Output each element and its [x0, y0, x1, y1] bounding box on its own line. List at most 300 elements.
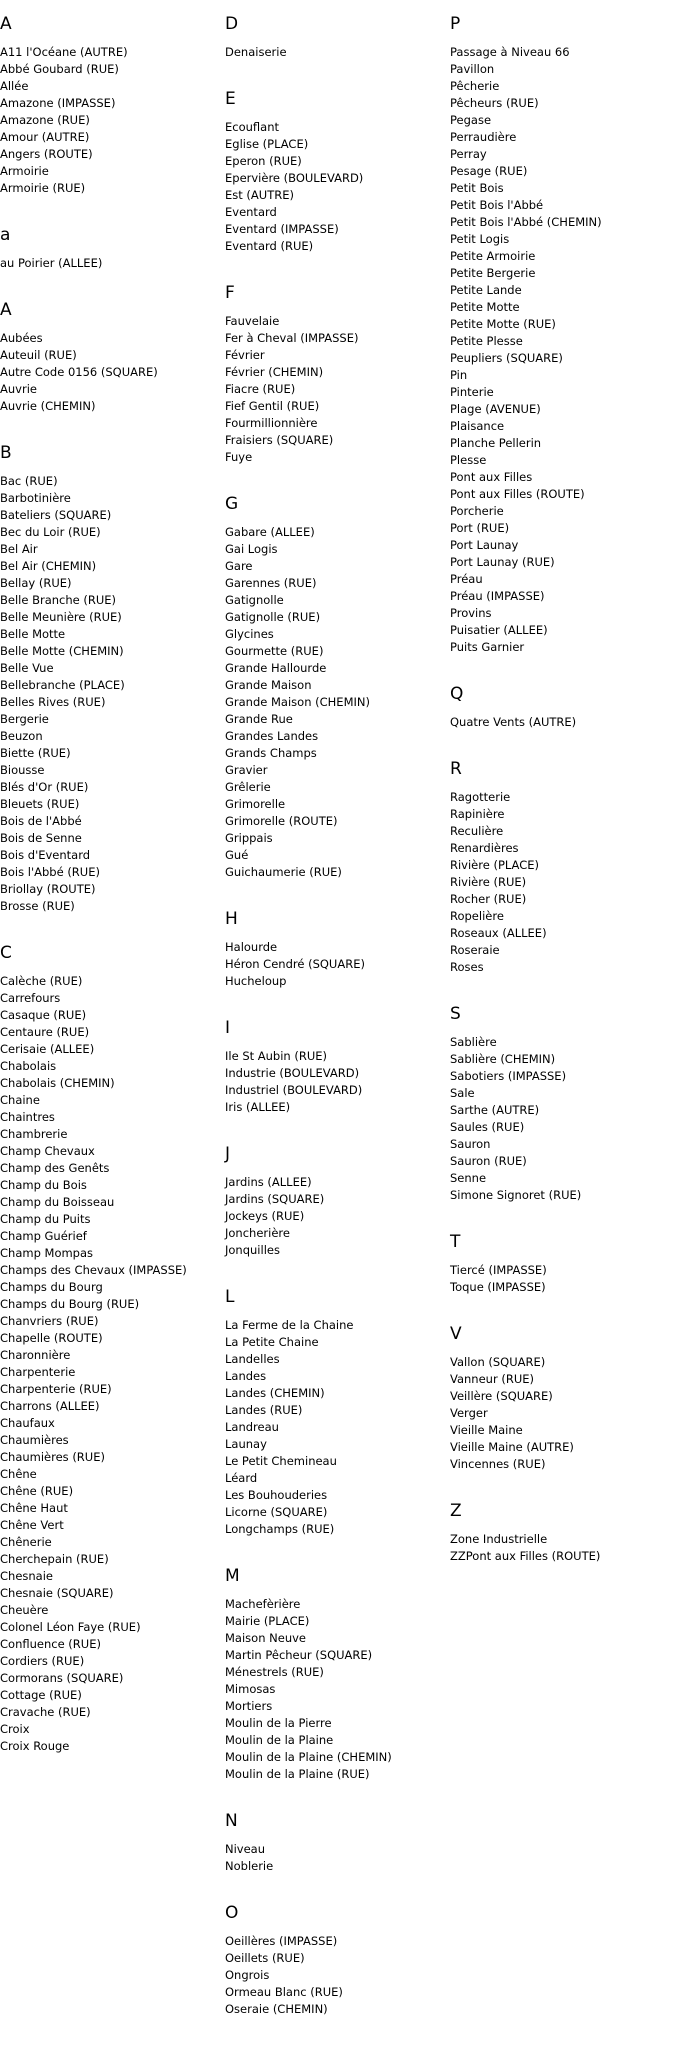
street-name: Gravier: [225, 763, 268, 777]
street-name: Amour (AUTRE): [0, 130, 90, 144]
street-name: Ropelière: [450, 909, 504, 923]
street-name: Petit Bois l'Abbé (CHEMIN): [450, 215, 602, 229]
letter-section: [225, 283, 445, 466]
street-name: Hucheloup: [225, 974, 287, 988]
section-letter-heading: D: [225, 14, 239, 34]
street-name: Jonquilles: [225, 1243, 280, 1257]
street-name: Moulin de la Pierre: [225, 1716, 332, 1730]
street-name: Grimorelle: [225, 797, 286, 811]
street-name: Champs des Chevaux (IMPASSE): [0, 1263, 187, 1277]
street-name: Sabotiers (IMPASSE): [450, 1069, 567, 1083]
street-name: Bac (RUE): [0, 474, 58, 488]
street-list: [450, 1262, 675, 1296]
street-name: Bellay (RUE): [0, 576, 72, 590]
street-name: Chaine: [0, 1093, 40, 1107]
street-name: Fourmillionnière: [225, 416, 318, 430]
street-name: Senne: [450, 1171, 487, 1185]
letter-section: [0, 943, 220, 1755]
street-name: Chesnaie (SQUARE): [0, 1586, 114, 1600]
street-list: [225, 1933, 445, 2018]
letter-section: [225, 1018, 445, 1116]
street-name: Simone Signoret (RUE): [450, 1188, 582, 1202]
street-name: Chêne: [0, 1467, 37, 1481]
street-name: Chêne Haut: [0, 1501, 68, 1515]
street-name: Landes: [225, 1369, 267, 1383]
street-name: Roseraie: [450, 943, 500, 957]
street-name: Croix: [0, 1722, 30, 1736]
street-name: Toque (IMPASSE): [450, 1280, 546, 1294]
section-letter-heading: M: [225, 1566, 240, 1586]
street-name: Champ Chevaux: [0, 1144, 95, 1158]
street-name: Cerisaie (ALLEE): [0, 1042, 95, 1056]
street-name: Aubées: [0, 331, 43, 345]
street-name: Plaisance: [450, 419, 505, 433]
street-name: Quatre Vents (AUTRE): [450, 715, 577, 729]
street-name: Port Launay: [450, 538, 519, 552]
letter-section: [225, 14, 445, 61]
street-name: Chabolais (CHEMIN): [0, 1076, 115, 1090]
street-name: Plage (AVENUE): [450, 402, 541, 416]
street-name: Autre Code 0156 (SQUARE): [0, 365, 158, 379]
street-name: Tiercé (IMPASSE): [450, 1263, 547, 1277]
street-name: Garennes (RUE): [225, 576, 317, 590]
street-name: Le Petit Chemineau: [225, 1454, 337, 1468]
street-name: Puits Garnier: [450, 640, 525, 654]
street-name: Chêne Vert: [0, 1518, 64, 1532]
section-letter-heading: S: [450, 1004, 461, 1024]
section-letter-heading: T: [450, 1232, 461, 1252]
street-name: Préau (IMPASSE): [450, 589, 545, 603]
street-name: Eventard (RUE): [225, 239, 314, 253]
street-name: Champ des Genêts: [0, 1161, 110, 1175]
letter-section: [225, 1903, 445, 2018]
street-name: Biette (RUE): [0, 746, 71, 760]
street-name: Amazone (RUE): [0, 113, 90, 127]
street-name: Halourde: [225, 940, 278, 954]
street-list: [450, 1354, 675, 1473]
street-name: Fief Gentil (RUE): [225, 399, 320, 413]
street-list: [225, 1596, 445, 1783]
street-name: Denaiserie: [225, 45, 287, 59]
street-name: Vallon (SQUARE): [450, 1355, 546, 1369]
street-name: Gatignolle (RUE): [225, 610, 321, 624]
street-name: Casaque (RUE): [0, 1008, 87, 1022]
street-list: [225, 1317, 445, 1538]
street-name: Martin Pêcheur (SQUARE): [225, 1648, 373, 1662]
street-name: Longchamps (RUE): [225, 1522, 335, 1536]
letter-section: [225, 494, 445, 881]
street-name: Cottage (RUE): [0, 1688, 82, 1702]
street-name: Rivière (PLACE): [450, 858, 540, 872]
street-list: [225, 119, 445, 255]
street-name: Fuye: [225, 450, 253, 464]
street-name: Fer à Cheval (IMPASSE): [225, 331, 359, 345]
street-name: Briollay (ROUTE): [0, 882, 96, 896]
street-name: Landreau: [225, 1420, 279, 1434]
street-name: Petit Bois l'Abbé: [450, 198, 544, 212]
street-name: Ménestrels (RUE): [225, 1665, 324, 1679]
street-name: Belle Vue: [0, 661, 54, 675]
street-name: Belle Motte: [0, 627, 66, 641]
letter-section: [0, 225, 220, 272]
letter-section: [225, 1566, 445, 1783]
street-name: Champ du Bois: [0, 1178, 87, 1192]
street-name: Armoirie (RUE): [0, 181, 86, 195]
street-name: Calèche (RUE): [0, 974, 83, 988]
street-name: Angers (ROUTE): [0, 147, 93, 161]
section-letter-heading: C: [0, 943, 12, 963]
street-name: Chaintres: [0, 1110, 55, 1124]
street-name: Launay: [225, 1437, 267, 1451]
street-name: Petite Motte (RUE): [450, 317, 556, 331]
street-list: [0, 44, 220, 197]
street-name: Guichaumerie (RUE): [225, 865, 342, 879]
street-name: Roseaux (ALLEE): [450, 926, 547, 940]
street-name: Février: [225, 348, 265, 362]
street-name: Gabare (ALLEE): [225, 525, 315, 539]
street-name: Petite Armoirie: [450, 249, 536, 263]
street-name: Champ Mompas: [0, 1246, 94, 1260]
street-name: Est (AUTRE): [225, 188, 294, 202]
street-name: Pêcheurs (RUE): [450, 96, 539, 110]
street-name: Moulin de la Plaine: [225, 1733, 334, 1747]
street-name: Fauvelaie: [225, 314, 280, 328]
street-name: Chesnaie: [0, 1569, 53, 1583]
section-letter-heading: V: [450, 1324, 462, 1344]
street-name: Carrefours: [0, 991, 61, 1005]
street-name: Cordiers (RUE): [0, 1654, 85, 1668]
street-name: Ongrois: [225, 1968, 270, 1982]
street-name: Bel Air: [0, 542, 38, 556]
letter-section: [225, 1144, 445, 1259]
street-name: Cherchepain (RUE): [0, 1552, 109, 1566]
street-name: Petite Motte: [450, 300, 520, 314]
section-letter-heading: Q: [450, 684, 464, 704]
street-name: Pegase: [450, 113, 492, 127]
street-name: Charrons (ALLEE): [0, 1399, 100, 1413]
street-name: Petit Bois: [450, 181, 504, 195]
street-name: Vincennes (RUE): [450, 1457, 546, 1471]
street-name: Oeillets (RUE): [225, 1951, 305, 1965]
street-name: Perraudière: [450, 130, 517, 144]
street-name: Grande Maison: [225, 678, 312, 692]
street-name: Rapinière: [450, 807, 505, 821]
street-name: Glycines: [225, 627, 274, 641]
street-name: Pinterie: [450, 385, 494, 399]
street-name: Chêne (RUE): [0, 1484, 74, 1498]
street-list: [450, 714, 675, 731]
street-list: [0, 473, 220, 915]
section-letter-heading: R: [450, 759, 462, 779]
street-name: Jardins (SQUARE): [225, 1192, 325, 1206]
street-name: Joncherière: [225, 1226, 290, 1240]
section-letter-heading: B: [0, 443, 12, 463]
street-name: Reculière: [450, 824, 504, 838]
street-list: [0, 330, 220, 415]
street-name: Bois de Senne: [0, 831, 82, 845]
street-name: Confluence (RUE): [0, 1637, 101, 1651]
street-name: Sarthe (AUTRE): [450, 1103, 540, 1117]
street-list: [450, 1531, 675, 1565]
street-list: [225, 1174, 445, 1259]
street-name: Machefèrière: [225, 1597, 301, 1611]
street-name: Brosse (RUE): [0, 899, 75, 913]
section-letter-heading: J: [225, 1144, 231, 1164]
street-name: Pont aux Filles (ROUTE): [450, 487, 585, 501]
street-name: Chênerie: [0, 1535, 52, 1549]
street-name: Industrie (BOULEVARD): [225, 1066, 360, 1080]
section-letter-heading: O: [225, 1903, 239, 1923]
street-name: Champs du Bourg: [0, 1280, 103, 1294]
street-name: Préau: [450, 572, 483, 586]
street-name: Bois d'Eventard: [0, 848, 91, 862]
street-name: Auvrie: [0, 382, 37, 396]
street-name: Epervière (BOULEVARD): [225, 171, 364, 185]
street-name: Bec du Loir (RUE): [0, 525, 101, 539]
street-name: Oseraie (CHEMIN): [225, 2002, 328, 2016]
street-name: Grands Champs: [225, 746, 317, 760]
street-name: Saules (RUE): [450, 1120, 525, 1134]
street-name: Blés d'Or (RUE): [0, 780, 89, 794]
street-name: Sablière: [450, 1035, 497, 1049]
letter-section: [0, 14, 220, 197]
street-name: A11 l'Océane (AUTRE): [0, 45, 128, 59]
street-name: Barbotinière: [0, 491, 71, 505]
letter-section: [225, 1287, 445, 1538]
street-name: Grande Maison (CHEMIN): [225, 695, 370, 709]
street-name: Pavillon: [450, 62, 495, 76]
section-letter-heading: H: [225, 909, 238, 929]
section-letter-heading: G: [225, 494, 239, 514]
street-name: Grimorelle (ROUTE): [225, 814, 338, 828]
letter-section: [450, 1004, 675, 1204]
street-name: Gare: [225, 559, 253, 573]
street-name: Maison Neuve: [225, 1631, 306, 1645]
street-name: Jardins (ALLEE): [225, 1175, 312, 1189]
street-name: Belle Meunière (RUE): [0, 610, 122, 624]
letter-section: [450, 1501, 675, 1565]
street-name: Noblerie: [225, 1859, 274, 1873]
street-name: Champs du Bourg (RUE): [0, 1297, 140, 1311]
street-list: [0, 255, 220, 272]
street-name: Les Bouhouderies: [225, 1488, 328, 1502]
street-name: Sauron: [450, 1137, 491, 1151]
street-name: Vieille Maine (AUTRE): [450, 1440, 574, 1454]
street-name: Cheuère: [0, 1603, 49, 1617]
street-name: Peupliers (SQUARE): [450, 351, 563, 365]
street-name: Grippais: [225, 831, 273, 845]
street-name: Eventard (IMPASSE): [225, 222, 339, 236]
section-letter-heading: E: [225, 89, 236, 109]
street-column-2: [225, 14, 445, 2046]
street-name: Léard: [225, 1471, 258, 1485]
letter-section: [450, 14, 675, 656]
street-name: Cormorans (SQUARE): [0, 1671, 124, 1685]
section-letter-heading: F: [225, 283, 235, 303]
street-name: Bellebranche (PLACE): [0, 678, 125, 692]
street-list: [0, 973, 220, 1755]
street-name: Perray: [450, 147, 487, 161]
street-name: Charpenterie (RUE): [0, 1382, 112, 1396]
letter-section: [225, 909, 445, 990]
section-letter-heading: P: [450, 14, 461, 34]
street-name: Bateliers (SQUARE): [0, 508, 112, 522]
street-name: Chaufaux: [0, 1416, 55, 1430]
street-name: Industriel (BOULEVARD): [225, 1083, 363, 1097]
street-list: [225, 44, 445, 61]
street-name: Ile St Aubin (RUE): [225, 1049, 328, 1063]
street-name: Zone Industrielle: [450, 1532, 548, 1546]
street-name: Gai Logis: [225, 542, 278, 556]
street-list: [450, 44, 675, 656]
street-name: Belle Branche (RUE): [0, 593, 117, 607]
street-name: Grêlerie: [225, 780, 271, 794]
street-name: Iris (ALLEE): [225, 1100, 291, 1114]
street-name: Grande Rue: [225, 712, 293, 726]
street-name: Mimosas: [225, 1682, 276, 1696]
street-name: Abbé Goubard (RUE): [0, 62, 119, 76]
street-name: Niveau: [225, 1842, 266, 1856]
street-name: Centaure (RUE): [0, 1025, 90, 1039]
street-name: Ormeau Blanc (RUE): [225, 1985, 343, 1999]
letter-section: [0, 443, 220, 915]
street-name: Vanneur (RUE): [450, 1372, 534, 1386]
street-name: Petite Plesse: [450, 334, 523, 348]
street-name: Moulin de la Plaine (RUE): [225, 1767, 370, 1781]
section-letter-heading: A: [0, 300, 12, 320]
street-name: Puisatier (ALLEE): [450, 623, 548, 637]
letter-section: [450, 684, 675, 731]
street-name: Eglise (PLACE): [225, 137, 309, 151]
street-name: Fraisiers (SQUARE): [225, 433, 334, 447]
street-name: Février (CHEMIN): [225, 365, 324, 379]
street-name: Planche Pellerin: [450, 436, 542, 450]
letter-section: [225, 89, 445, 255]
street-name: Belles Rives (RUE): [0, 695, 106, 709]
street-name: Sauron (RUE): [450, 1154, 527, 1168]
street-name: Rocher (RUE): [450, 892, 527, 906]
street-name: Chambrerie: [0, 1127, 68, 1141]
street-name: Verger: [450, 1406, 488, 1420]
street-name: Gourmette (RUE): [225, 644, 324, 658]
street-column-3: [450, 14, 675, 1593]
street-name: Port Launay (RUE): [450, 555, 555, 569]
street-name: Auvrie (CHEMIN): [0, 399, 96, 413]
street-list: [450, 1034, 675, 1204]
street-name: Charonnière: [0, 1348, 71, 1362]
street-name: Champ du Boisseau: [0, 1195, 115, 1209]
street-name: Pin: [450, 368, 468, 382]
street-name: Cravache (RUE): [0, 1705, 91, 1719]
street-name: Chaumières (RUE): [0, 1450, 105, 1464]
street-name: Sale: [450, 1086, 475, 1100]
street-name: Gatignolle: [225, 593, 284, 607]
street-name: Landelles: [225, 1352, 280, 1366]
street-name: Oeillères (IMPASSE): [225, 1934, 338, 1948]
street-name: Chaumières: [0, 1433, 69, 1447]
street-name: Bergerie: [0, 712, 49, 726]
street-list: [225, 1841, 445, 1875]
section-letter-heading: Z: [450, 1501, 462, 1521]
street-name: Pont aux Filles: [450, 470, 533, 484]
street-name: Eventard: [225, 205, 277, 219]
street-name: Moulin de la Plaine (CHEMIN): [225, 1750, 392, 1764]
letter-section: [450, 759, 675, 976]
street-name: Grande Hallourde: [225, 661, 327, 675]
letter-section: [225, 1811, 445, 1875]
street-name: Champ Guérief: [0, 1229, 87, 1243]
street-name: Charpenterie: [0, 1365, 76, 1379]
street-name: Jockeys (RUE): [225, 1209, 305, 1223]
letter-section: [450, 1324, 675, 1473]
street-name: Armoirie: [0, 164, 49, 178]
street-name: Eperon (RUE): [225, 154, 302, 168]
street-name: Licorne (SQUARE): [225, 1505, 328, 1519]
street-name: Belle Motte (CHEMIN): [0, 644, 124, 658]
section-letter-heading: a: [0, 225, 11, 245]
street-list: [225, 939, 445, 990]
street-name: La Ferme de la Chaine: [225, 1318, 354, 1332]
street-name: Passage à Niveau 66: [450, 45, 570, 59]
street-name: Ecouflant: [225, 120, 280, 134]
street-name: Colonel Léon Faye (RUE): [0, 1620, 141, 1634]
street-column-1: [0, 14, 220, 1783]
street-name: ZZPont aux Filles (ROUTE): [450, 1549, 601, 1563]
street-name: Chabolais: [0, 1059, 57, 1073]
street-name: Roses: [450, 960, 484, 974]
street-list: [225, 1048, 445, 1116]
section-letter-heading: I: [225, 1018, 231, 1038]
street-name: Sablière (CHEMIN): [450, 1052, 556, 1066]
street-name: Croix Rouge: [0, 1739, 70, 1753]
street-name: Mairie (PLACE): [225, 1614, 310, 1628]
street-name: Renardières: [450, 841, 519, 855]
street-name: Pêcherie: [450, 79, 500, 93]
street-name: Bleuets (RUE): [0, 797, 80, 811]
street-name: Vieille Maine: [450, 1423, 523, 1437]
section-letter-heading: A: [0, 14, 12, 34]
street-name: Bel Air (CHEMIN): [0, 559, 97, 573]
street-name: Ragotterie: [450, 790, 511, 804]
street-name: au Poirier (ALLEE): [0, 256, 103, 270]
street-name: Amazone (IMPASSE): [0, 96, 116, 110]
street-name: Chanvriers (RUE): [0, 1314, 99, 1328]
street-name: Petit Logis: [450, 232, 510, 246]
street-name: Landes (CHEMIN): [225, 1386, 325, 1400]
street-name: Pesage (RUE): [450, 164, 528, 178]
section-letter-heading: L: [225, 1287, 235, 1307]
street-name: Bois de l'Abbé: [0, 814, 82, 828]
street-name: Champ du Puits: [0, 1212, 91, 1226]
street-name: Mortiers: [225, 1699, 273, 1713]
street-name: Biousse: [0, 763, 45, 777]
street-name: Rivière (RUE): [450, 875, 527, 889]
street-name: Petite Lande: [450, 283, 522, 297]
street-name: Grandes Landes: [225, 729, 319, 743]
street-name: Provins: [450, 606, 492, 620]
letter-section: [0, 300, 220, 415]
street-name: Porcherie: [450, 504, 504, 518]
street-name: Port (RUE): [450, 521, 510, 535]
street-name: Bois l'Abbé (RUE): [0, 865, 100, 879]
street-name: Petite Bergerie: [450, 266, 536, 280]
street-name: Auteuil (RUE): [0, 348, 77, 362]
street-name: Gué: [225, 848, 249, 862]
street-name: Fiacre (RUE): [225, 382, 296, 396]
street-name: Landes (RUE): [225, 1403, 303, 1417]
section-letter-heading: N: [225, 1811, 238, 1831]
street-name: Allée: [0, 79, 29, 93]
